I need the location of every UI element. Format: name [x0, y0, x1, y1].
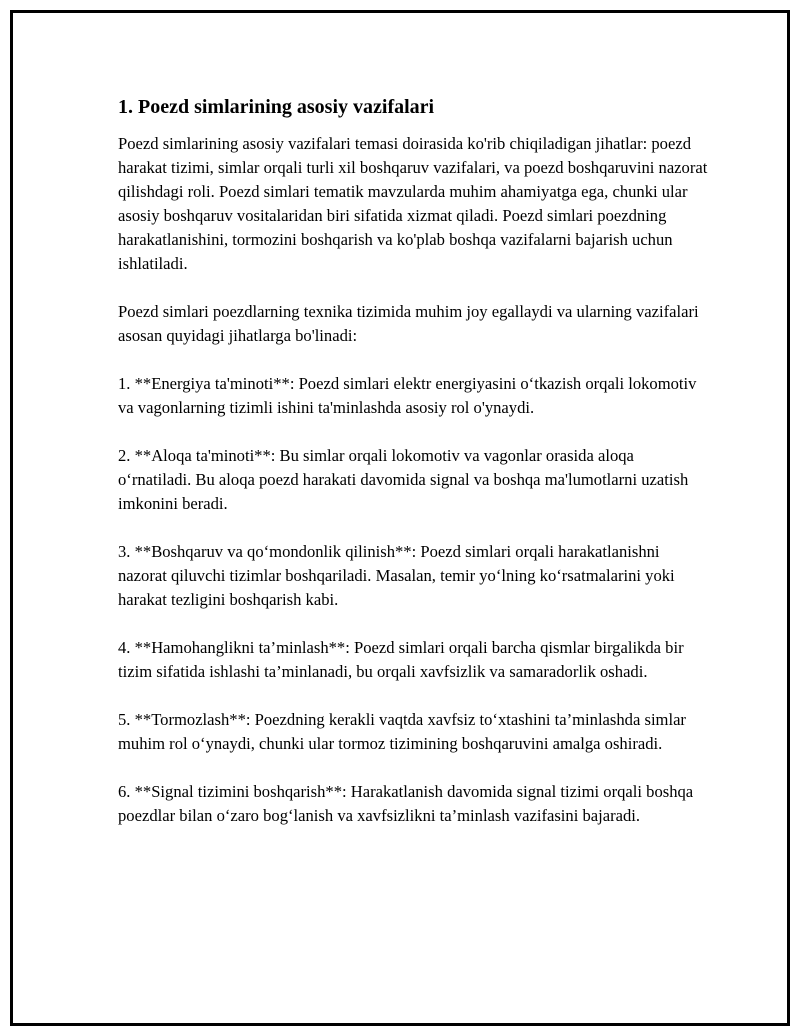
- document-title: 1. Poezd simlarining asosiy vazifalari: [118, 96, 435, 118]
- list-item-braking: 5. **Tormozlash**: Poezdning kerakli vaqtda xavfsiz to‘xtashini ta’minlashda simlar muhim rol o‘ynaydi, chunki ular tormoz tizimining boshqaruvini amalga oshiradi.: [118, 710, 686, 753]
- document-body: [118, 93, 708, 852]
- list-item-energy: 1. **Energiya ta'minoti**: Poezd simlari elektr energiyasini o‘tkazish orqali lokomotiv va vagonlarning tizimli ishini ta'minlashda asosiy rol o'ynaydi.: [118, 374, 697, 417]
- document-page: [10, 10, 790, 1026]
- intro-paragraph: Poezd simlarining asosiy vazifalari temasi doirasida ko'rib chiqiladigan jihatlar: poezd harakat tizimi, simlar orqali turli xil boshqaruv vazifalari, va poezd boshqaruvini nazorat qilishdagi roli. Poezd simlari tematik mavzularda muhim ahamiyatga ega, chunki ular asosiy boshqaruv vositalaridan biri sifatida xizmat qiladi. Poezd simlari poezdning harakatlanishini, tormozini boshqarish va ko'plab boshqa vazifalarni bajarish uchun ishlatiladi.: [118, 134, 708, 273]
- list-item-communication: 2. **Aloqa ta'minoti**: Bu simlar orqali lokomotiv va vagonlar orasida aloqa o‘rnatiladi. Bu aloqa poezd harakati davomida signal va boshqa ma'lumotlarni uzatish imkonini beradi.: [118, 446, 689, 513]
- lead-in-paragraph: Poezd simlari poezdlarning texnika tizimida muhim joy egallaydi va ularning vazifalari asosan quyidagi jihatlarga bo'linadi:: [118, 302, 699, 345]
- list-item-control: 3. **Boshqaruv va qo‘mondonlik qilinish**: Poezd simlari orqali harakatlanishni nazorat qiluvchi tizimlar boshqariladi. Masalan, temir yo‘lning ko‘rsatmalarini yoki harakat tezligini boshqarish kabi.: [118, 542, 675, 609]
- list-item-coordination: 4. **Hamohanglikni ta’minlash**: Poezd simlari orqali barcha qismlar birgalikda bir tizim sifatida ishlashi ta’minlanadi, bu orqali xavfsizlik va samaradorlik oshadi.: [118, 638, 684, 681]
- list-item-signal: 6. **Signal tizimini boshqarish**: Harakatlanish davomida signal tizimi orqali boshqa poezdlar bilan o‘zaro bog‘lanish va xavfsizlikni ta’minlash vazifasini bajaradi.: [118, 782, 694, 825]
